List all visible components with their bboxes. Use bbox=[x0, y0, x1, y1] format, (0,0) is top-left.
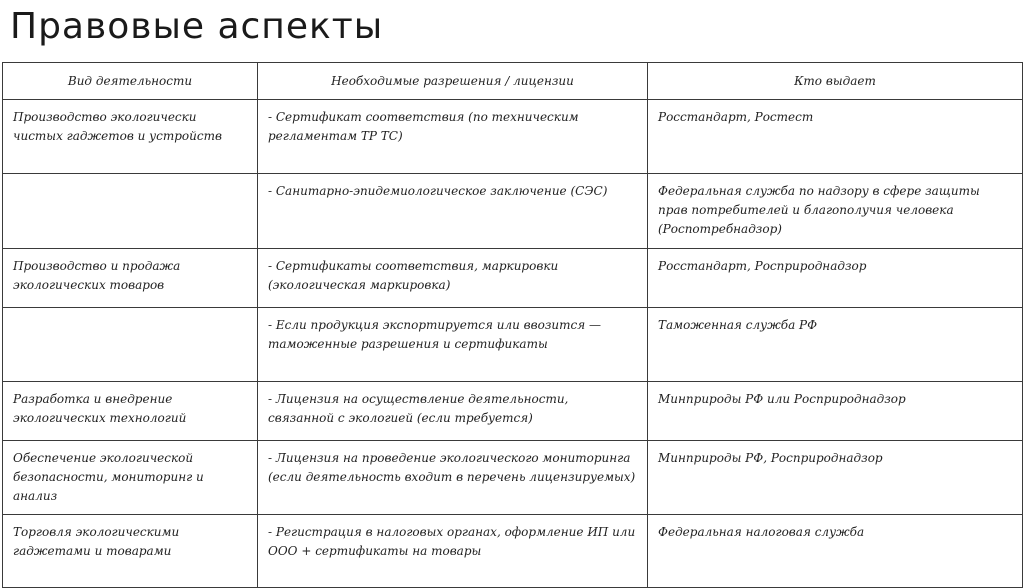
legal-aspects-table bbox=[2, 62, 1023, 588]
header-activity: Вид деятельности bbox=[3, 63, 258, 100]
cell-permits: - Лицензия на осуществление деятельности, связанной с экологией (если требуется) bbox=[258, 382, 648, 441]
cell-activity bbox=[3, 308, 258, 382]
cell-activity: Производство и продажа экологических товаров bbox=[3, 249, 258, 308]
cell-permits: - Сертификат соответствия (по техническим регламентам ТР ТС) bbox=[258, 100, 648, 174]
cell-issuer: Минприроды РФ, Росприроднадзор bbox=[648, 441, 1023, 515]
cell-issuer: Минприроды РФ или Росприроднадзор bbox=[648, 382, 1023, 441]
cell-issuer: Федеральная налоговая служба bbox=[648, 515, 1023, 588]
cell-activity: Производство экологически чистых гаджетов и устройств bbox=[3, 100, 258, 174]
cell-permits: - Сертификаты соответствия, маркировки (экологическая маркировка) bbox=[258, 249, 648, 308]
cell-permits: - Лицензия на проведение экологического мониторинга (если деятельность входит в перечень лицензируемых) bbox=[258, 441, 648, 515]
table-row bbox=[3, 308, 1023, 382]
page-title: Правовые аспекты bbox=[10, 6, 384, 47]
table-row bbox=[3, 100, 1023, 174]
cell-activity: Торговля экологическими гаджетами и товарами bbox=[3, 515, 258, 588]
cell-activity: Обеспечение экологической безопасности, мониторинг и анализ bbox=[3, 441, 258, 515]
table-row bbox=[3, 382, 1023, 441]
header-permits: Необходимые разрешения / лицензии bbox=[258, 63, 648, 100]
cell-issuer: Росстандарт, Росприроднадзор bbox=[648, 249, 1023, 308]
cell-issuer: Таможенная служба РФ bbox=[648, 308, 1023, 382]
table-header-row bbox=[3, 63, 1023, 100]
table-row bbox=[3, 441, 1023, 515]
table-row bbox=[3, 174, 1023, 249]
cell-issuer: Федеральная служба по надзору в сфере защиты прав потребителей и благополучия человека (Роспотребнадзор) bbox=[648, 174, 1023, 249]
table-row bbox=[3, 249, 1023, 308]
cell-permits: - Регистрация в налоговых органах, оформление ИП или ООО + сертификаты на товары bbox=[258, 515, 648, 588]
header-issuer: Кто выдает bbox=[648, 63, 1023, 100]
cell-activity bbox=[3, 174, 258, 249]
cell-activity: Разработка и внедрение экологических технологий bbox=[3, 382, 258, 441]
cell-issuer: Росстандарт, Ростест bbox=[648, 100, 1023, 174]
cell-permits: - Санитарно-эпидемиологическое заключение (СЭС) bbox=[258, 174, 648, 249]
table-row bbox=[3, 515, 1023, 588]
cell-permits: - Если продукция экспортируется или ввозится — таможенные разрешения и сертификаты bbox=[258, 308, 648, 382]
